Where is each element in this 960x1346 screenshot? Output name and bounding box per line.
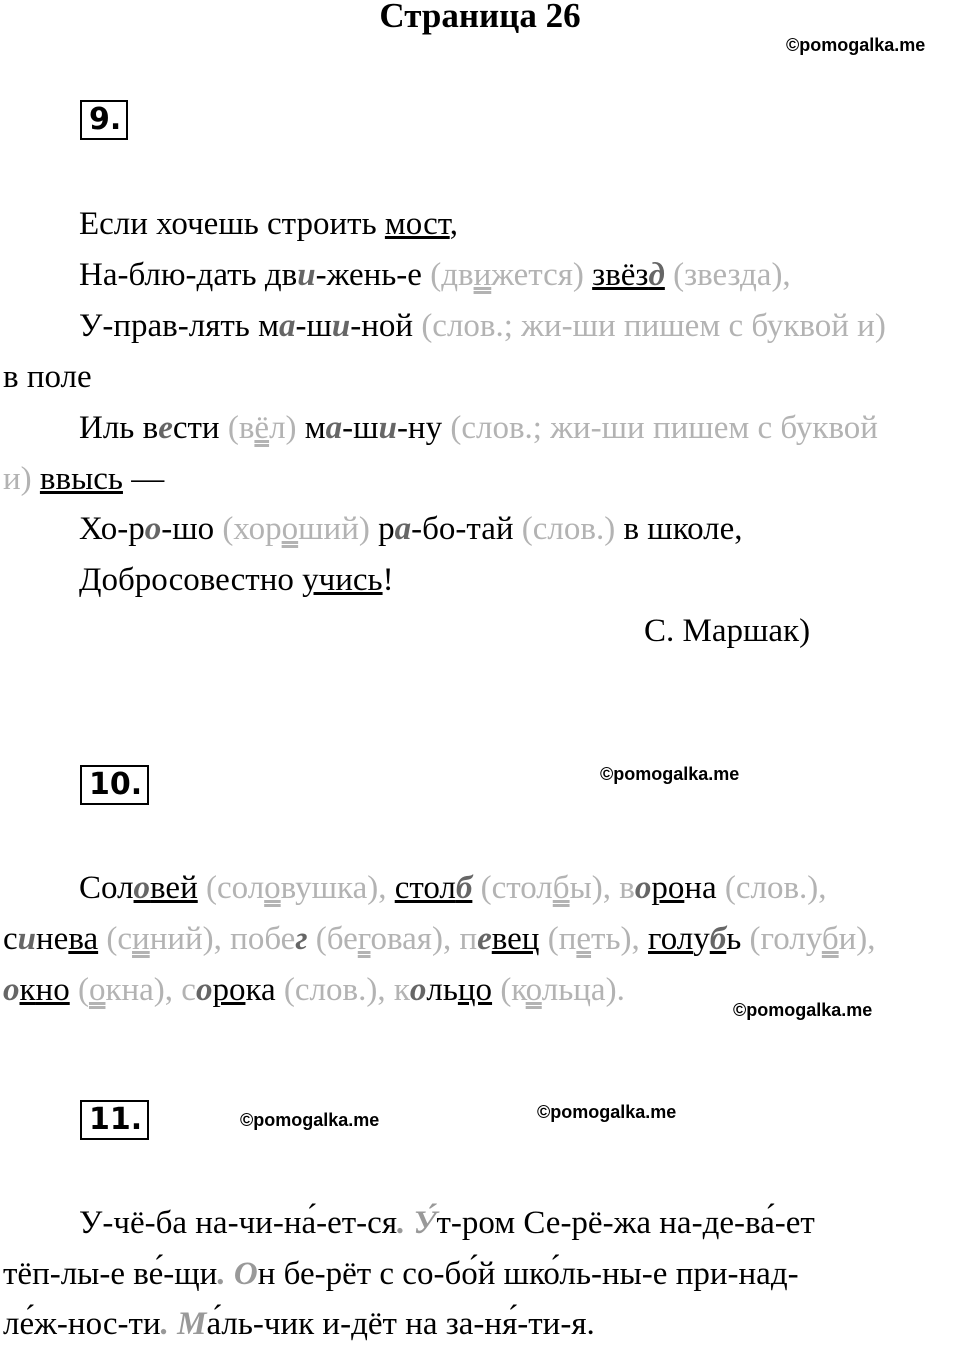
word-list-line: синева (синий), побег (беговая), певец (петь), голубь (голуби),: [3, 921, 876, 957]
word-list-line: окно (окна), сорока (слов.), кольцо (кольца).: [3, 972, 625, 1008]
poem-line: Если хочешь строить мост,: [79, 206, 458, 242]
watermark: ©pomogalka.me: [537, 1102, 677, 1122]
poem-line: У-прав-лять ма-ши-ной (слов.; жи-ши пишем с буквой и): [79, 308, 886, 344]
poem-line: и) ввысь —: [3, 461, 165, 497]
page-title: Страница 26: [379, 0, 581, 35]
task-number-10: 10.: [80, 765, 149, 805]
poem-line: Хо-ро-шо (хороший) ра-бо-тай (слов.) в школе,: [79, 511, 743, 547]
poem-author: С. Маршак): [644, 613, 811, 649]
text-line: тёп-лы-е ве́-щи. Он бе-рёт с со-бо́й шко́ль-ны-е при-над-: [3, 1256, 799, 1292]
task-number-9: 9.: [80, 100, 128, 140]
text-line: У-чё-ба на-чи-на́-ет-ся. У́т-ром Се-рё-жа на-де-ва́-ет: [79, 1205, 815, 1241]
poem-line: в поле: [3, 359, 92, 395]
watermark: ©pomogalka.me: [240, 1110, 380, 1130]
word-list-line: Соловей (соловушка), столб (столбы), ворона (слов.),: [79, 870, 827, 906]
poem-line: На-блю-дать дви-жень-е (движется) звёзд (звезда),: [79, 257, 791, 293]
text-line: ле́ж-нос-ти. Ма́ль-чик и-дёт на за-ня́-ти-я.: [3, 1306, 595, 1342]
task-number-11: 11.: [80, 1100, 149, 1140]
watermark: ©pomogalka.me: [733, 1000, 873, 1020]
watermark: ©pomogalka.me: [600, 764, 740, 784]
watermark: ©pomogalka.me: [786, 35, 926, 55]
poem-line: Добросовестно учись!: [79, 562, 394, 598]
poem-line: Иль вести (вёл) ма-ши-ну (слов.; жи-ши пишем с буквой: [79, 410, 878, 446]
